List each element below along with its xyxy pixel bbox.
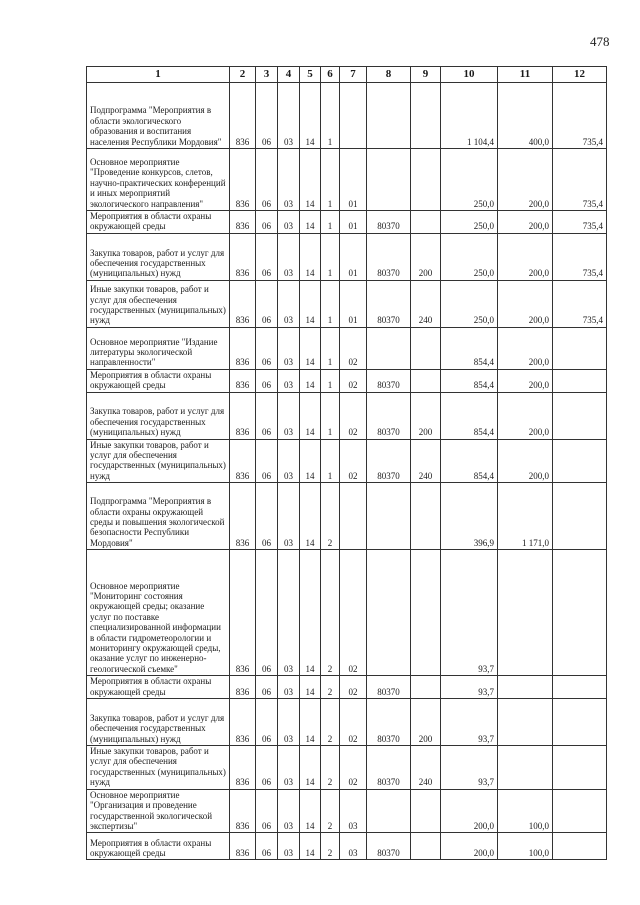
value-cell [498, 746, 553, 790]
code-cell: 03 [278, 280, 300, 327]
code-cell [411, 676, 441, 699]
value-cell: 200,0 [498, 233, 553, 280]
table-row [87, 789, 607, 833]
column-header: 3 [256, 67, 278, 83]
code-cell: 2 [321, 483, 340, 550]
code-cell: 80370 [367, 833, 411, 860]
code-cell: 14 [300, 83, 321, 149]
code-cell: 06 [256, 392, 278, 439]
code-cell: 2 [321, 833, 340, 860]
code-cell: 02 [340, 392, 367, 439]
value-cell: 854,4 [441, 392, 498, 439]
code-cell: 01 [340, 211, 367, 234]
code-cell: 02 [340, 746, 367, 790]
value-cell: 1 171,0 [498, 483, 553, 550]
table-row [87, 439, 607, 483]
code-cell: 03 [278, 699, 300, 746]
code-cell: 06 [256, 483, 278, 550]
code-cell: 03 [278, 83, 300, 149]
value-cell: 735,4 [553, 280, 607, 327]
code-cell [411, 211, 441, 234]
code-cell: 240 [411, 280, 441, 327]
value-cell: 200,0 [498, 280, 553, 327]
code-cell: 836 [230, 327, 256, 369]
code-cell: 836 [230, 280, 256, 327]
value-cell: 735,4 [553, 211, 607, 234]
code-cell: 2 [321, 550, 340, 676]
code-cell: 02 [340, 439, 367, 483]
value-cell: 250,0 [441, 211, 498, 234]
table-row [87, 83, 607, 149]
code-cell: 06 [256, 699, 278, 746]
value-cell: 200,0 [498, 392, 553, 439]
code-cell: 836 [230, 789, 256, 833]
code-cell [411, 83, 441, 149]
code-cell: 80370 [367, 676, 411, 699]
code-cell: 836 [230, 833, 256, 860]
value-cell: 1 104,4 [441, 83, 498, 149]
code-cell: 14 [300, 483, 321, 550]
code-cell: 06 [256, 369, 278, 392]
value-cell: 200,0 [498, 211, 553, 234]
column-header: 5 [300, 67, 321, 83]
code-cell: 06 [256, 83, 278, 149]
value-cell: 250,0 [441, 233, 498, 280]
code-cell: 1 [321, 149, 340, 211]
code-cell: 03 [278, 439, 300, 483]
value-cell [553, 369, 607, 392]
code-cell: 2 [321, 746, 340, 790]
row-name: Основное мероприятие "Издание литературы экологической направленности" [87, 327, 230, 369]
value-cell: 200,0 [498, 369, 553, 392]
code-cell: 01 [340, 149, 367, 211]
code-cell: 14 [300, 369, 321, 392]
code-cell: 03 [278, 833, 300, 860]
code-cell: 14 [300, 327, 321, 369]
code-cell: 06 [256, 327, 278, 369]
code-cell: 02 [340, 550, 367, 676]
code-cell: 1 [321, 83, 340, 149]
code-cell: 14 [300, 211, 321, 234]
column-header: 6 [321, 67, 340, 83]
code-cell: 02 [340, 699, 367, 746]
page-number: 478 [590, 34, 610, 49]
code-cell: 14 [300, 746, 321, 790]
column-header: 7 [340, 67, 367, 83]
value-cell: 200,0 [498, 439, 553, 483]
code-cell: 06 [256, 550, 278, 676]
table-row [87, 149, 607, 211]
code-cell: 14 [300, 233, 321, 280]
code-cell: 1 [321, 392, 340, 439]
code-cell: 06 [256, 439, 278, 483]
code-cell: 1 [321, 211, 340, 234]
code-cell [367, 149, 411, 211]
code-cell: 836 [230, 211, 256, 234]
code-cell: 06 [256, 746, 278, 790]
value-cell: 100,0 [498, 789, 553, 833]
code-cell [411, 327, 441, 369]
value-cell: 100,0 [498, 833, 553, 860]
value-cell [498, 676, 553, 699]
value-cell: 200,0 [498, 327, 553, 369]
code-cell: 240 [411, 746, 441, 790]
value-cell: 93,7 [441, 550, 498, 676]
row-name: Мероприятия в области охраны окружающей среды [87, 833, 230, 860]
code-cell: 836 [230, 233, 256, 280]
code-cell: 836 [230, 483, 256, 550]
row-name: Закупка товаров, работ и услуг для обеспечения государственных (муниципальных) нужд [87, 392, 230, 439]
value-cell [498, 699, 553, 746]
code-cell: 02 [340, 327, 367, 369]
header-row [87, 67, 607, 83]
row-name: Мероприятия в области охраны окружающей среды [87, 369, 230, 392]
code-cell: 06 [256, 789, 278, 833]
code-cell: 1 [321, 439, 340, 483]
code-cell: 03 [278, 149, 300, 211]
code-cell: 80370 [367, 233, 411, 280]
code-cell: 06 [256, 676, 278, 699]
code-cell: 14 [300, 149, 321, 211]
code-cell: 836 [230, 746, 256, 790]
value-cell: 396,9 [441, 483, 498, 550]
value-cell [553, 327, 607, 369]
value-cell: 250,0 [441, 149, 498, 211]
value-cell: 735,4 [553, 149, 607, 211]
code-cell [411, 149, 441, 211]
value-cell: 93,7 [441, 746, 498, 790]
row-name: Подпрограмма "Мероприятия в области охраны окружающей среды и повышения экологической безопасности Республики Мордовия" [87, 483, 230, 550]
column-header: 8 [367, 67, 411, 83]
code-cell [367, 83, 411, 149]
row-name: Мероприятия в области охраны окружающей среды [87, 211, 230, 234]
code-cell: 80370 [367, 746, 411, 790]
row-name: Иные закупки товаров, работ и услуг для обеспечения государственных (муниципальных) нужд [87, 280, 230, 327]
code-cell [367, 789, 411, 833]
code-cell: 14 [300, 833, 321, 860]
code-cell: 80370 [367, 699, 411, 746]
code-cell: 06 [256, 149, 278, 211]
code-cell: 14 [300, 699, 321, 746]
code-cell: 1 [321, 327, 340, 369]
table-row [87, 699, 607, 746]
code-cell: 80370 [367, 280, 411, 327]
code-cell [340, 83, 367, 149]
table-row [87, 746, 607, 790]
code-cell: 200 [411, 699, 441, 746]
column-header: 10 [441, 67, 498, 83]
value-cell [553, 676, 607, 699]
column-header: 11 [498, 67, 553, 83]
value-cell [553, 699, 607, 746]
column-header: 12 [553, 67, 607, 83]
table-header [87, 67, 607, 83]
budget-table [86, 66, 607, 860]
row-name: Подпрограмма "Мероприятия в области экологического образования и воспитания населения Республики Мордовия" [87, 83, 230, 149]
code-cell: 2 [321, 789, 340, 833]
value-cell: 93,7 [441, 676, 498, 699]
row-name: Основное мероприятие "Мониторинг состояния окружающей среды; оказание услуг по поставке специализированной информации в области гидрометеорологии и мониторингу окружающей среды, оказание услуг по инженерно-геологической съемке" [87, 550, 230, 676]
code-cell [367, 327, 411, 369]
value-cell: 854,4 [441, 327, 498, 369]
code-cell: 03 [278, 327, 300, 369]
code-cell: 06 [256, 233, 278, 280]
code-cell: 06 [256, 833, 278, 860]
code-cell: 03 [278, 676, 300, 699]
code-cell: 03 [278, 392, 300, 439]
code-cell: 80370 [367, 369, 411, 392]
code-cell: 200 [411, 233, 441, 280]
code-cell [411, 833, 441, 860]
code-cell [340, 483, 367, 550]
code-cell: 02 [340, 369, 367, 392]
table-row [87, 327, 607, 369]
code-cell: 03 [278, 550, 300, 676]
value-cell [553, 439, 607, 483]
row-name: Основное мероприятие "Организация и проведение государственной экологической экспертизы" [87, 789, 230, 833]
column-header: 1 [87, 67, 230, 83]
code-cell: 14 [300, 789, 321, 833]
value-cell: 735,4 [553, 83, 607, 149]
code-cell: 200 [411, 392, 441, 439]
value-cell: 854,4 [441, 439, 498, 483]
code-cell: 01 [340, 233, 367, 280]
value-cell: 400,0 [498, 83, 553, 149]
code-cell: 14 [300, 280, 321, 327]
row-name: Закупка товаров, работ и услуг для обеспечения государственных (муниципальных) нужд [87, 233, 230, 280]
code-cell [367, 483, 411, 550]
code-cell: 1 [321, 280, 340, 327]
value-cell: 200,0 [441, 789, 498, 833]
code-cell [411, 789, 441, 833]
value-cell: 200,0 [441, 833, 498, 860]
value-cell: 735,4 [553, 233, 607, 280]
table-row [87, 392, 607, 439]
table-body [87, 83, 607, 860]
column-header: 9 [411, 67, 441, 83]
code-cell: 836 [230, 550, 256, 676]
row-name: Иные закупки товаров, работ и услуг для обеспечения государственных (муниципальных) нужд [87, 746, 230, 790]
value-cell: 93,7 [441, 699, 498, 746]
code-cell: 03 [340, 833, 367, 860]
code-cell: 03 [278, 789, 300, 833]
code-cell: 06 [256, 280, 278, 327]
table-row [87, 550, 607, 676]
code-cell: 03 [278, 483, 300, 550]
column-header: 4 [278, 67, 300, 83]
code-cell: 836 [230, 392, 256, 439]
code-cell: 03 [278, 746, 300, 790]
code-cell: 03 [278, 233, 300, 280]
code-cell: 836 [230, 699, 256, 746]
code-cell [367, 550, 411, 676]
code-cell: 80370 [367, 439, 411, 483]
code-cell: 06 [256, 211, 278, 234]
code-cell: 03 [278, 369, 300, 392]
code-cell [411, 369, 441, 392]
code-cell: 14 [300, 439, 321, 483]
row-name: Мероприятия в области охраны окружающей среды [87, 676, 230, 699]
code-cell: 240 [411, 439, 441, 483]
value-cell [553, 833, 607, 860]
table-row [87, 483, 607, 550]
value-cell [553, 746, 607, 790]
code-cell: 03 [278, 211, 300, 234]
code-cell: 14 [300, 676, 321, 699]
code-cell: 2 [321, 676, 340, 699]
column-header: 2 [230, 67, 256, 83]
row-name: Иные закупки товаров, работ и услуг для обеспечения государственных (муниципальных) нужд [87, 439, 230, 483]
code-cell: 03 [340, 789, 367, 833]
code-cell: 1 [321, 369, 340, 392]
code-cell [411, 550, 441, 676]
value-cell [553, 789, 607, 833]
table-row [87, 211, 607, 234]
code-cell: 02 [340, 676, 367, 699]
code-cell: 836 [230, 439, 256, 483]
value-cell [553, 483, 607, 550]
row-name: Закупка товаров, работ и услуг для обеспечения государственных (муниципальных) нужд [87, 699, 230, 746]
code-cell: 836 [230, 149, 256, 211]
value-cell [553, 392, 607, 439]
code-cell: 01 [340, 280, 367, 327]
table-row [87, 676, 607, 699]
code-cell: 836 [230, 369, 256, 392]
table-row [87, 280, 607, 327]
value-cell: 200,0 [498, 149, 553, 211]
value-cell [498, 550, 553, 676]
table-row [87, 369, 607, 392]
code-cell: 14 [300, 550, 321, 676]
code-cell: 836 [230, 83, 256, 149]
code-cell: 836 [230, 676, 256, 699]
table-row [87, 833, 607, 860]
code-cell: 1 [321, 233, 340, 280]
value-cell [553, 550, 607, 676]
code-cell: 14 [300, 392, 321, 439]
code-cell [411, 483, 441, 550]
row-name: Основное мероприятие "Проведение конкурсов, слетов, научно-практических конференций и иных мероприятий экологического направления" [87, 149, 230, 211]
code-cell: 2 [321, 699, 340, 746]
value-cell: 854,4 [441, 369, 498, 392]
code-cell: 80370 [367, 211, 411, 234]
table-row [87, 233, 607, 280]
value-cell: 250,0 [441, 280, 498, 327]
code-cell: 80370 [367, 392, 411, 439]
